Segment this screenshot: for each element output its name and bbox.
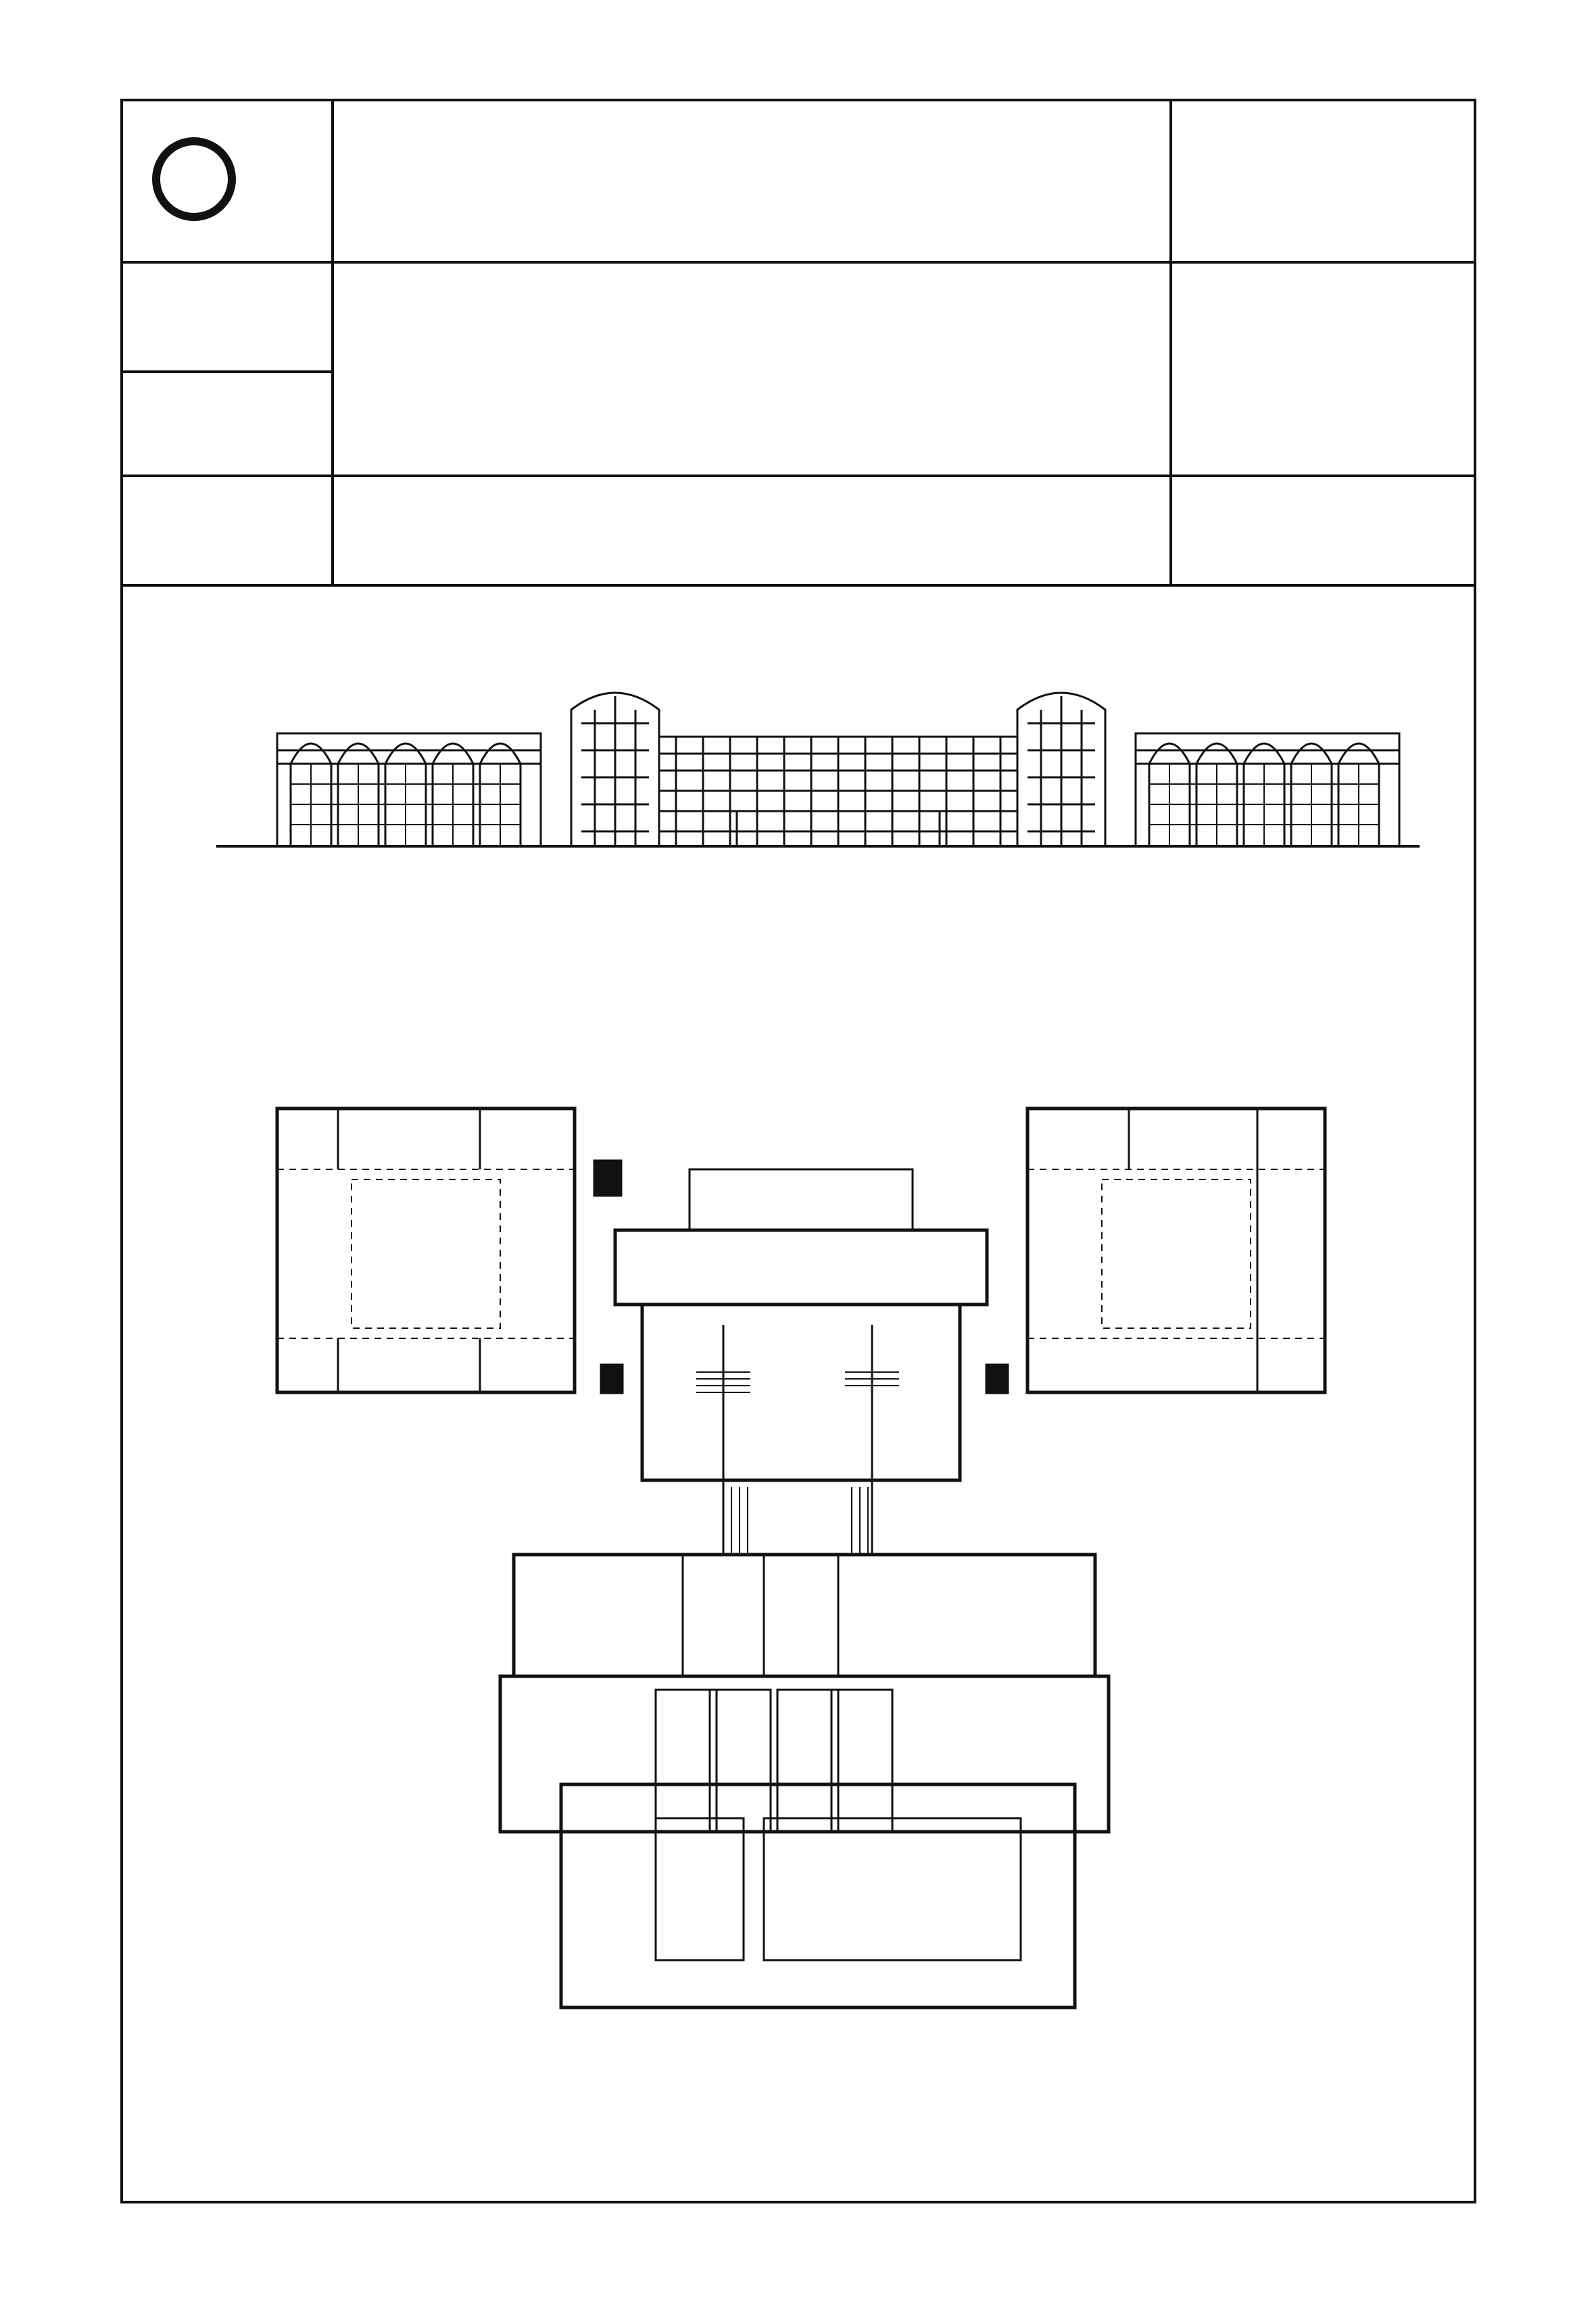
divider: [120, 474, 1476, 477]
divider: [120, 370, 331, 373]
floor-plan: [128, 946, 1474, 2190]
divider: [1169, 99, 1172, 585]
k2-logo: [152, 128, 314, 230]
facade-drawing: [203, 669, 1433, 858]
divider: [331, 99, 334, 585]
divider: [120, 261, 1476, 264]
page-count-line: [1190, 495, 1474, 542]
divider: [120, 584, 1476, 587]
